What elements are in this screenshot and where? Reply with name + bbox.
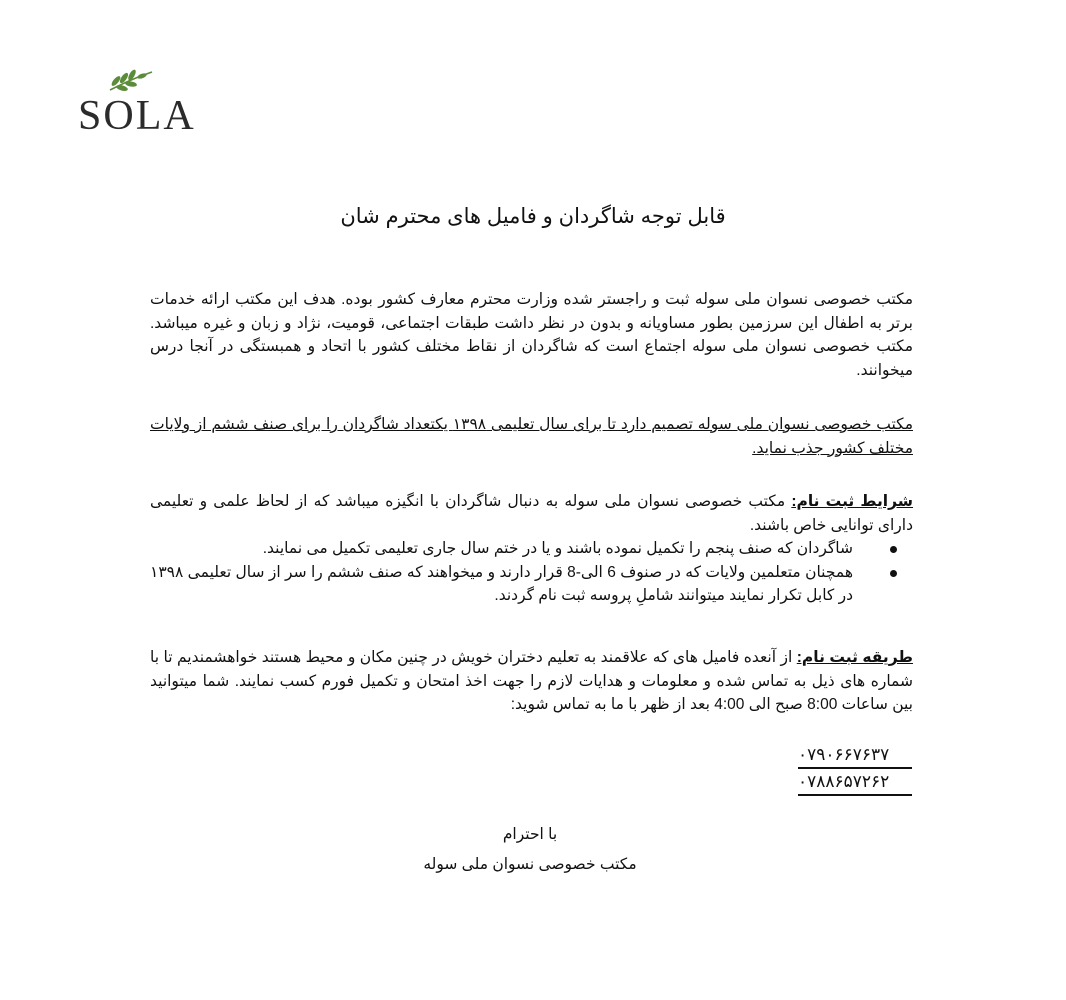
sola-logo: [78, 68, 208, 138]
phone-numbers: [798, 742, 912, 796]
closing-regards: با احترام: [502, 826, 558, 843]
method-text: از آنعده فامیل های که علاقمند به تعلیم دختران خویش در چنین مکان و محیط هستند خواهشمندیم تا با شماره های ذیل به تماس شده و معلومات و هدایات لازم را جهت اخذ امتحان و تکمیل فورم کسب نمایند. شما میتوانید بین ساعات 8:00 صبح الی 4:00 بعد از ظهر با ما به تماس شوید:: [150, 649, 913, 713]
condition-item-1: شاگردان که صنف پنجم را تکمیل نموده باشند و یا در ختم سال جاری تعلیمی تکمیل می نمایند.: [150, 537, 853, 561]
condition-item-2: همچنان متعلمین ولایات که در صنوف 6 الی-8 قرار دارند و میخواهند که صنف ششم را سر از سال تعلیمی ۱۳۹۸ در کابل تکرار نمایند میتوانند شاملِ پروسه ثبت نام گردند.: [150, 561, 853, 608]
closing: [380, 820, 680, 880]
conditions-label: شرایط ثبت نام:: [791, 493, 914, 510]
closing-signature: مکتب خصوصی نسوان ملی سوله: [423, 856, 637, 873]
page-title: قابل توجه شاگردان و فامیل های محترم شان: [340, 205, 726, 228]
phone-number-1: ۰۷۹۰۶۶۷۶۳۷: [798, 742, 912, 769]
phone-number-2: ۰۷۸۸۶۵۷۲۶۲: [798, 769, 912, 796]
logo-text: SOLA: [78, 93, 196, 139]
method-section: [150, 646, 913, 717]
notice-paragraph: مکتب خصوصی نسوان ملی سوله تصمیم دارد تا برای سال تعلیمی ۱۳۹۸ یکتعداد شاگردان را برای صنف ششم از ولایات مختلف کشور جذب نماید.: [150, 416, 913, 457]
conditions-text: مکتب خصوصی نسوان ملی سوله به دنبال شاگردان با انگیزه میباشد که از لحاظ علمی و تعلیمی دارای توانایی خاص باشند.: [150, 493, 913, 534]
intro-paragraph: مکتب خصوصی نسوان ملی سوله ثبت و راجستر شده وزارت محترم معارف کشور بوده. هدف این مکتب ارائه خدمات برتر به اطفال این سرزمین بطور مساویانه و بدون در نظر داشت طبقات اجتماعی، قومیت، نژاد و زبان و غیره میباشد. مکتب خصوصی نسوان ملی سوله اجتماع است که شاگردان از نقاط مختلف کشور با اتحاد و همبستگی در آنجا درس میخوانند.: [150, 291, 913, 379]
conditions-section: [150, 490, 913, 608]
olive-branch-icon: [106, 68, 158, 94]
conditions-list: [150, 537, 913, 608]
method-label: طریقه ثبت نام:: [796, 649, 913, 666]
